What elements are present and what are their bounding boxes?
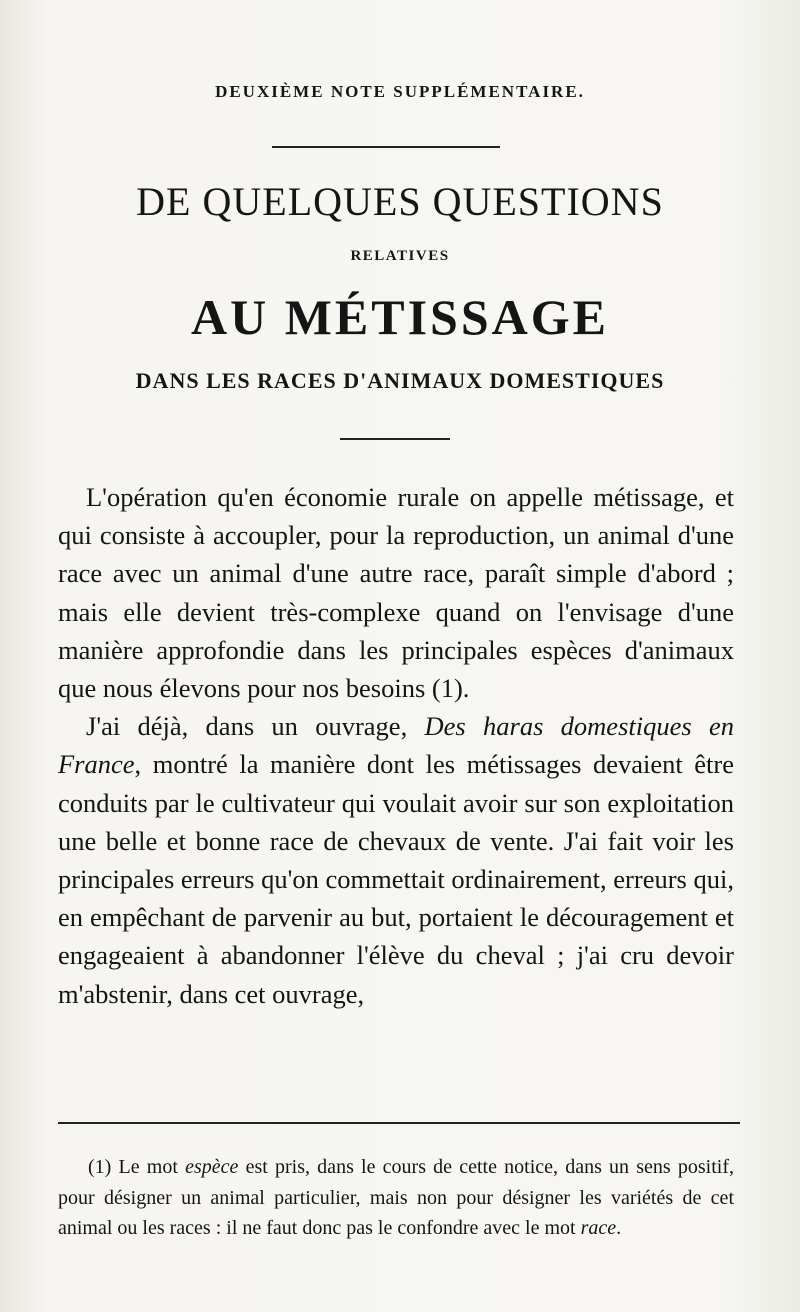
title-rule	[340, 438, 450, 440]
paragraph-1: L'opération qu'en économie rurale on appelle métissage, et qui consiste à accoupler, pour la reproduction, un animal d'une race avec un animal d'une autre race, paraît simple d'abord ; mais elle devient très-complexe quand on l'envisage d'une manière approfondie dans les principales espèces d'animaux que nous élevons pour nos besoins (1).	[58, 482, 734, 704]
running-head: DEUXIÈME NOTE SUPPLÉMENTAIRE.	[215, 82, 585, 101]
footnote-rule	[58, 1122, 740, 1124]
footnote-italic-2: race	[580, 1217, 617, 1239]
footnote-paragraph	[58, 1152, 734, 1244]
footnote-italic-1: espèce	[185, 1156, 239, 1178]
title-line-1: DE QUELQUES QUESTIONS	[136, 179, 664, 224]
body-text	[58, 478, 734, 1013]
title-line-4: DANS LES RACES D'ANIMAUX DOMESTIQUES	[135, 368, 665, 393]
paragraph-2-start: J'ai déjà, dans un ouvrage,	[86, 711, 425, 742]
paragraph-2	[58, 707, 734, 1013]
header-rule	[272, 146, 500, 148]
footnote	[58, 1152, 734, 1244]
title-line-3: AU MÉTISSAGE	[190, 289, 610, 345]
footnote-marker: (1)	[88, 1156, 112, 1178]
footnote-text-c: .	[616, 1217, 622, 1239]
footnote-text-b: est pris, dans le cours de cette notice, dans un sens positif, pour désigner un animal particulier, mais non pour désigner les variétés de cet animal ou les races : il ne faut donc pas le confondre avec le mot	[58, 1156, 734, 1239]
book-title-italic: Des haras domestiques en France	[58, 711, 734, 780]
paragraph-2-rest: , montré la manière dont les métissages devaient être conduits par le cultivateur qui voulait avoir sur son exploitation une belle et bonne race de chevaux de vente. J'ai fait voir les principales erreurs qu'on commettait ordinairement, erreurs qui, en empêchant de parvenir au but, portaient le découragement et engageaient à abandonner l'élève du cheval ; j'ai cru devoir m'abstenir, dans cet ouvrage,	[58, 749, 734, 1009]
footnote-text-a: Le mot	[111, 1156, 186, 1178]
title-line-2: RELATIVES	[350, 248, 450, 264]
